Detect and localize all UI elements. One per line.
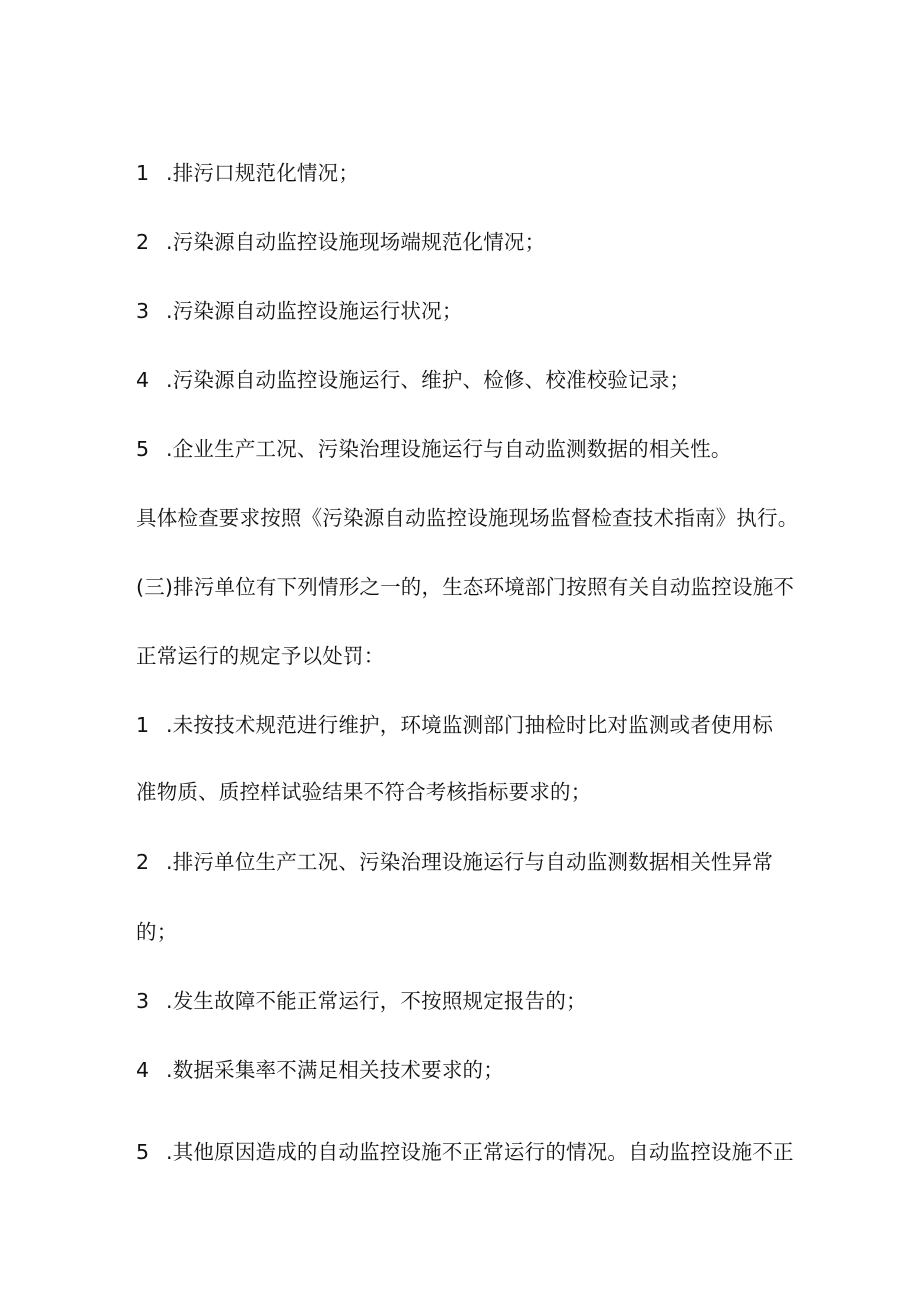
list-item (136, 987, 587, 1015)
list-item (136, 1056, 504, 1084)
item-text: .未按技术规范进行维护，环境监测部门抽检时比对监测或者使用标 (166, 713, 774, 737)
paragraph-section-3: (三)排污单位有下列情形之一的，生态环境部门按照有关自动监控设施不 (136, 575, 795, 599)
item-number: 2 (136, 230, 150, 254)
list-item (136, 711, 773, 739)
list-item (136, 159, 359, 187)
list-item (136, 848, 773, 876)
paragraph-section-3-cont: 正常运行的规定予以处罚： (136, 644, 385, 668)
list-item (136, 297, 463, 325)
item-number: 1 (136, 713, 150, 737)
paragraph-inspection: 具体检查要求按照《污染源自动监控设施现场监督检查技术指南》执行。 (136, 506, 799, 530)
list-item (136, 228, 545, 256)
item-number: 4 (136, 1058, 150, 1082)
list-item (136, 366, 690, 394)
item-text: .污染源自动监控设施运行、维护、检修、校准校验记录； (166, 368, 691, 392)
item-text: .企业生产工况、污染治理设施运行与自动监测数据的相关性。 (166, 437, 732, 461)
item-text: .发生故障不能正常运行，不按照规定报告的； (166, 989, 587, 1013)
list-item (136, 435, 732, 463)
list-item-continuation: 准物质、质控样试验结果不符合考核指标要求的； (136, 780, 592, 804)
item-number: 3 (136, 989, 150, 1013)
item-number: 5 (136, 437, 150, 461)
item-number: 5 (136, 1140, 150, 1164)
item-text: .数据采集率不满足相关技术要求的； (166, 1058, 504, 1082)
item-number: 1 (136, 161, 150, 185)
list-item (136, 1138, 794, 1166)
item-text: .污染源自动监控设施运行状况； (166, 299, 463, 323)
item-text: .排污口规范化情况； (166, 161, 360, 185)
item-text: .排污单位生产工况、污染治理设施运行与自动监测数据相关性异常 (166, 850, 774, 874)
item-text: .其他原因造成的自动监控设施不正常运行的情况。自动监控设施不正 (166, 1140, 794, 1164)
item-number: 4 (136, 368, 150, 392)
item-number: 3 (136, 299, 150, 323)
item-text: .污染源自动监控设施现场端规范化情况； (166, 230, 546, 254)
list-item-continuation: 的； (136, 920, 178, 944)
item-number: 2 (136, 850, 150, 874)
